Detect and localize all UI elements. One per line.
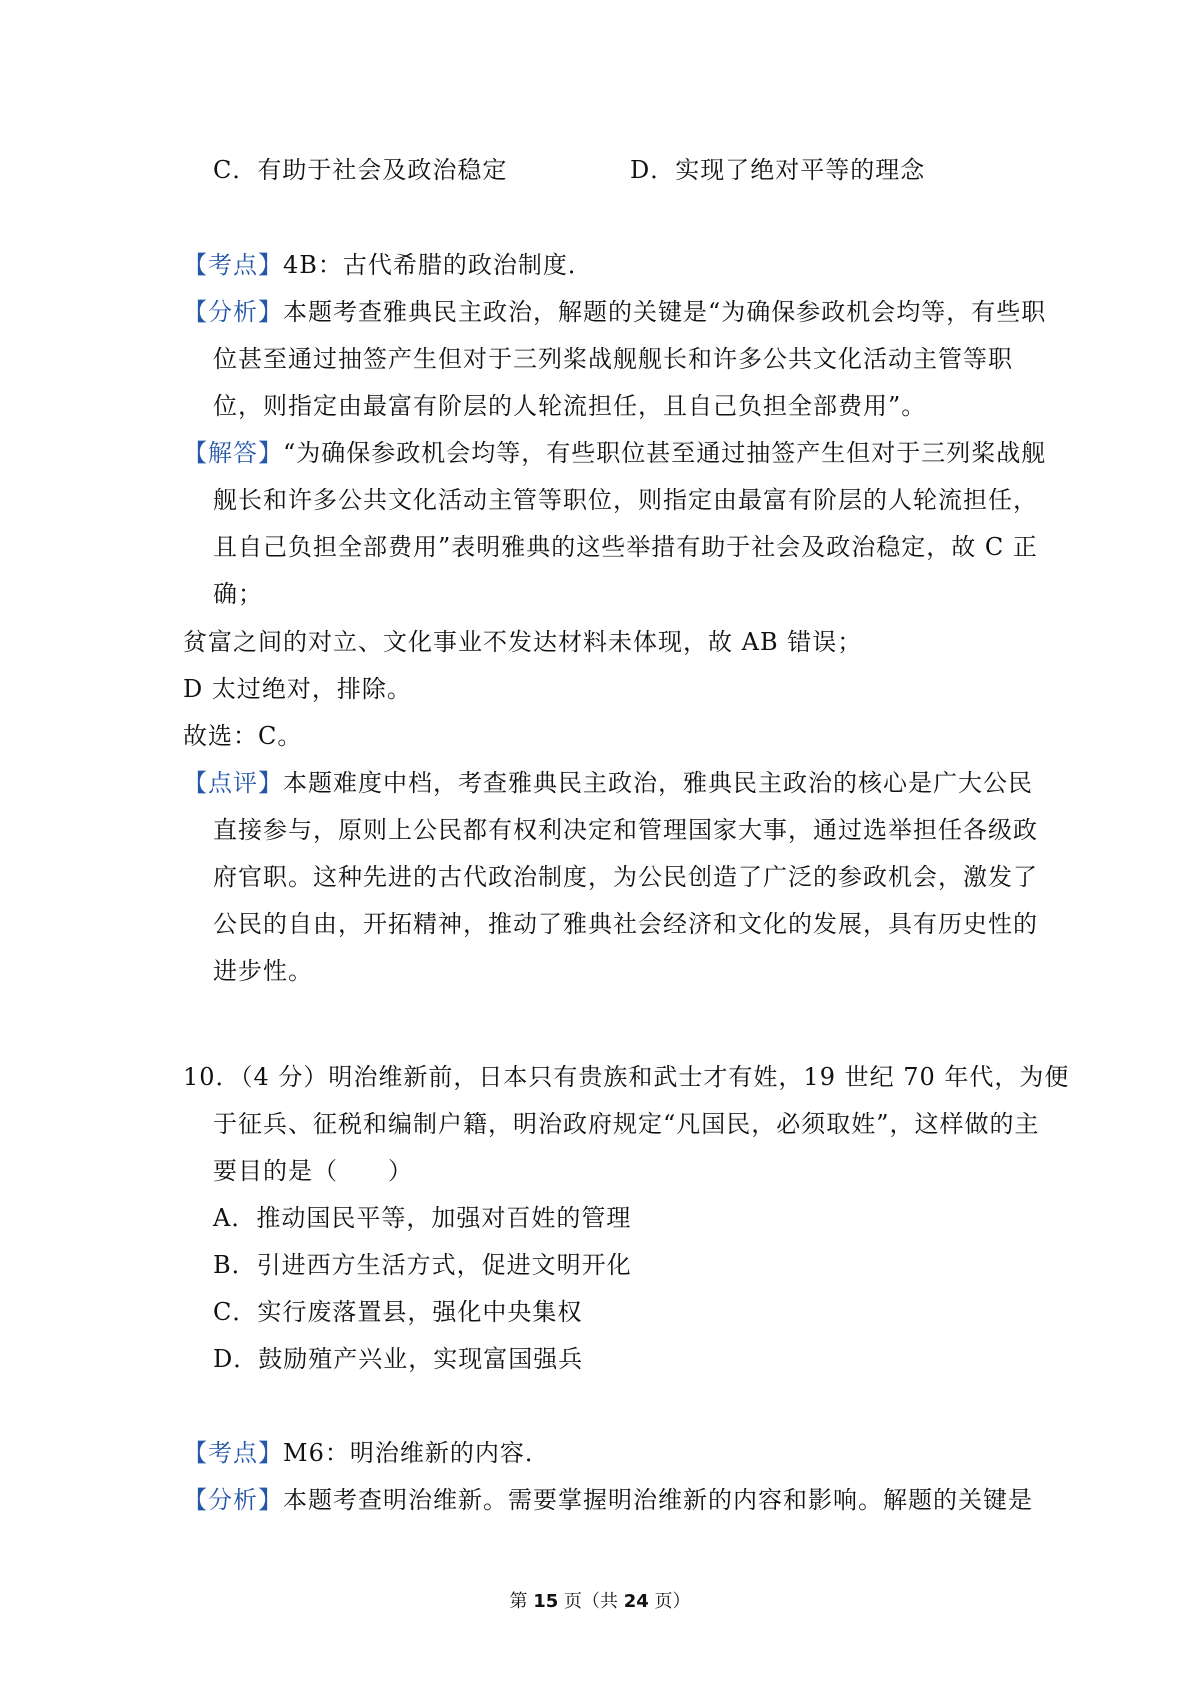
q10-option-c: C．实行废落置县，强化中央集权 [213, 1298, 583, 1326]
fenxi-tag: 【分析】 [183, 298, 283, 326]
q10-kaodian [183, 1435, 550, 1471]
fenxi-line: 位甚至通过抽签产生但对于三列桨战舰舰长和许多公共文化活动主管等职 [213, 345, 1013, 373]
q10-option-a: A．推动国民平等，加强对百姓的管理 [213, 1204, 632, 1232]
kaodian-text: 4B：古代希腊的政治制度． [283, 251, 593, 279]
dianping-line: 本题难度中档，考查雅典民主政治，雅典民主政治的核心是广大公民 [283, 769, 1033, 797]
q9-dianping [183, 765, 1033, 801]
answer-line: 故选：C。 [183, 722, 303, 750]
option-c: C．有助于社会及政治稳定 [213, 156, 508, 184]
dianping-line: 直接参与，原则上公民都有权利决定和管理国家大事，通过选举担任各级政 [213, 816, 1038, 844]
dianping-tag: 【点评】 [183, 769, 283, 797]
dianping-line: 公民的自由，开拓精神，推动了雅典社会经济和文化的发展，具有历史性的 [213, 910, 1038, 938]
jieda-line: 确； [213, 580, 263, 608]
jieda-line: 舰长和许多公共文化活动主管等职位，则指定由最富有阶层的人轮流担任， [213, 486, 1038, 514]
fenxi-line: 位，则指定由最富有阶层的人轮流担任，且自己负担全部费用”。 [213, 392, 927, 420]
footer-prefix: 第 [509, 1591, 534, 1612]
q10-fenxi [183, 1482, 1033, 1518]
option-d: D．实现了绝对平等的理念 [630, 156, 926, 184]
kaodian-text: M6：明治维新的内容． [283, 1439, 550, 1467]
fenxi-tag: 【分析】 [183, 1486, 283, 1514]
kaodian-tag: 【考点】 [183, 1439, 283, 1467]
analysis-line: 贫富之间的对立、文化事业不发达材料未体现，故 AB 错误； [183, 628, 863, 656]
page-total: 24 [623, 1591, 649, 1612]
q10-stem-line: 于征兵、征税和编制户籍，明治政府规定“凡国民，必须取姓”，这样做的主 [213, 1110, 1040, 1138]
q10-option-d: D．鼓励殖产兴业，实现富国强兵 [213, 1345, 584, 1373]
page-number: 15 [533, 1591, 559, 1612]
analysis-line: D 太过绝对，排除。 [183, 675, 412, 703]
q9-kaodian [183, 247, 593, 283]
dianping-line: 府官职。这种先进的古代政治制度，为公民创造了广泛的参政机会，激发了 [213, 863, 1038, 891]
q9-jieda [183, 435, 1046, 471]
footer-middle: 页（共 [558, 1591, 624, 1612]
page-footer [0, 1590, 1200, 1614]
jieda-tag: 【解答】 [183, 439, 283, 467]
dianping-line: 进步性。 [213, 957, 313, 985]
footer-suffix: 页） [648, 1591, 691, 1612]
kaodian-tag: 【考点】 [183, 251, 283, 279]
fenxi-text: 本题考查明治维新。需要掌握明治维新的内容和影响。解题的关键是 [283, 1486, 1033, 1514]
jieda-line: 且自己负担全部费用”表明雅典的这些举措有助于社会及政治稳定，故 C 正 [213, 533, 1038, 561]
q10-stem-line: 10．（4 分）明治维新前，日本只有贵族和武士才有姓，19 世纪 70 年代，为便 [183, 1063, 1070, 1091]
q9-fenxi [183, 294, 1046, 330]
jieda-line: “为确保参政机会均等，有些职位甚至通过抽签产生但对于三列桨战舰 [283, 439, 1047, 467]
q10-option-b: B．引进西方生活方式，促进文明开化 [213, 1251, 632, 1279]
q10-stem-line: 要目的是（ ） [213, 1157, 413, 1185]
fenxi-line: 本题考查雅典民主政治，解题的关键是“为确保参政机会均等，有些职 [283, 298, 1047, 326]
